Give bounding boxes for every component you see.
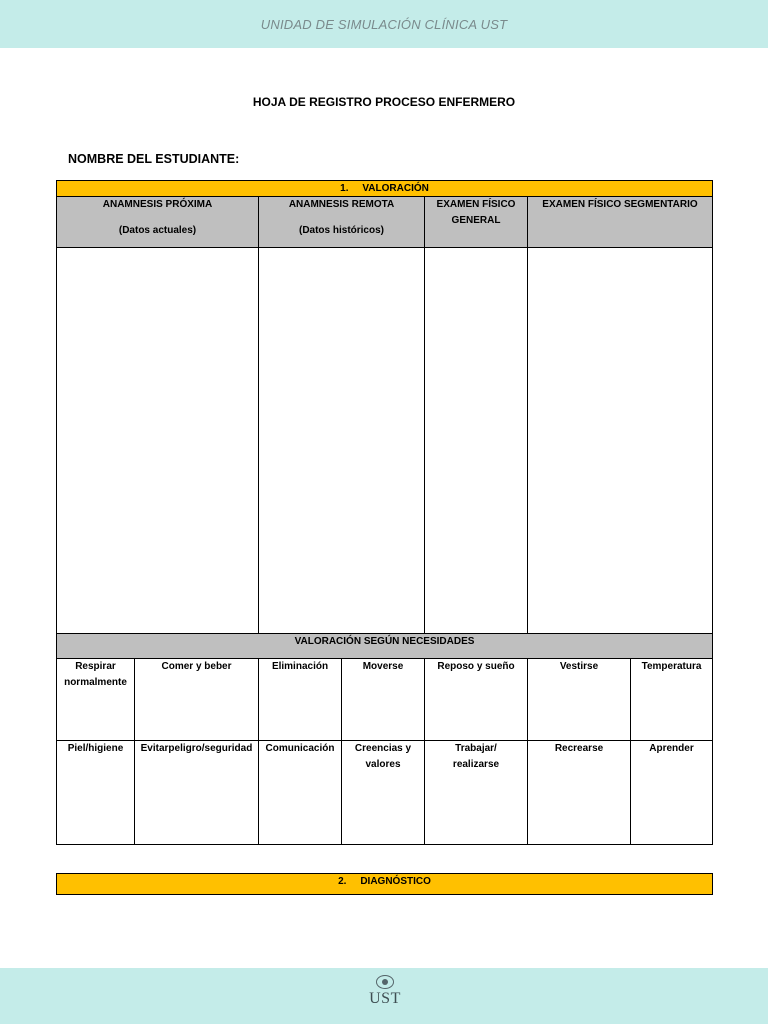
need-label: Recrearse: [554, 743, 604, 754]
crest-icon: [376, 975, 394, 989]
need-label: Temperatura: [641, 661, 702, 672]
needs-title: VALORACIÓN SEGÚN NECESIDADES: [294, 636, 475, 647]
examen-segmentario-input-area[interactable]: [527, 247, 713, 634]
logo-text: UST: [369, 990, 401, 1007]
need-label: Evitarpeligro/seguridad: [140, 743, 253, 754]
need-label: Respirar normalmente: [64, 661, 127, 688]
header-cell-line1: EXAMEN FÍSICO: [436, 199, 516, 210]
need-cell-creencias[interactable]: [341, 740, 425, 845]
need-cell-comunicacion[interactable]: [258, 740, 342, 845]
need-cell-temperatura[interactable]: [630, 658, 713, 741]
need-cell-moverse[interactable]: [341, 658, 425, 741]
need-label: Creencias y valores: [354, 743, 412, 770]
need-cell-reposo[interactable]: [424, 658, 528, 741]
need-cell-respirar[interactable]: [56, 658, 135, 741]
valoracion-title: 1. VALORACIÓN: [340, 183, 429, 194]
need-label: Comer y beber: [161, 661, 232, 672]
header-cell-line1: EXAMEN FÍSICO SEGMENTARIO: [542, 199, 698, 210]
need-label: Trabajar/ realizarse: [452, 743, 500, 770]
document-title: HOJA DE REGISTRO PROCESO ENFERMERO: [252, 95, 516, 109]
need-label: Reposo y sueño: [437, 661, 515, 672]
need-cell-piel[interactable]: [56, 740, 135, 845]
page-header-band: [0, 0, 768, 48]
header-cell-anamnesis-proxima: [56, 196, 259, 248]
header-cell-examen-segmentario: [527, 196, 713, 248]
anamnesis-proxima-input-area[interactable]: [56, 247, 259, 634]
header-cell-examen-general: [424, 196, 528, 248]
need-cell-trabajar[interactable]: [424, 740, 528, 845]
needs-section-header: [56, 633, 713, 659]
need-label: Moverse: [362, 661, 404, 672]
need-label: Aprender: [649, 743, 694, 754]
diagnostico-title: 2. DIAGNÓSTICO: [338, 876, 431, 887]
need-cell-comer[interactable]: [134, 658, 259, 741]
need-label: Vestirse: [559, 661, 599, 672]
need-cell-eliminacion[interactable]: [258, 658, 342, 741]
need-cell-evitar-peligro[interactable]: [134, 740, 259, 845]
header-cell-line1: ANAMNESIS REMOTA: [288, 199, 395, 210]
need-cell-aprender[interactable]: [630, 740, 713, 845]
need-cell-recrearse[interactable]: [527, 740, 631, 845]
ust-logo: [366, 975, 404, 1017]
examen-general-input-area[interactable]: [424, 247, 528, 634]
need-cell-vestirse[interactable]: [527, 658, 631, 741]
need-label: Comunicación: [265, 743, 335, 754]
header-cell-line2: (Datos actuales): [118, 225, 197, 236]
header-text: UNIDAD DE SIMULACIÓN CLÍNICA UST: [260, 16, 508, 32]
header-cell-line2: (Datos históricos): [298, 225, 384, 236]
anamnesis-remota-input-area[interactable]: [258, 247, 425, 634]
diagnostico-section-bar: [56, 873, 713, 895]
need-label: Eliminación: [271, 661, 329, 672]
header-cell-line2: GENERAL: [451, 215, 501, 226]
header-cell-anamnesis-remota: [258, 196, 425, 248]
header-cell-line1: ANAMNESIS PRÓXIMA: [102, 199, 213, 210]
student-name-label: NOMBRE DEL ESTUDIANTE:: [68, 152, 240, 166]
valoracion-section-bar: [56, 180, 713, 197]
need-label: Piel/higiene: [67, 743, 124, 754]
